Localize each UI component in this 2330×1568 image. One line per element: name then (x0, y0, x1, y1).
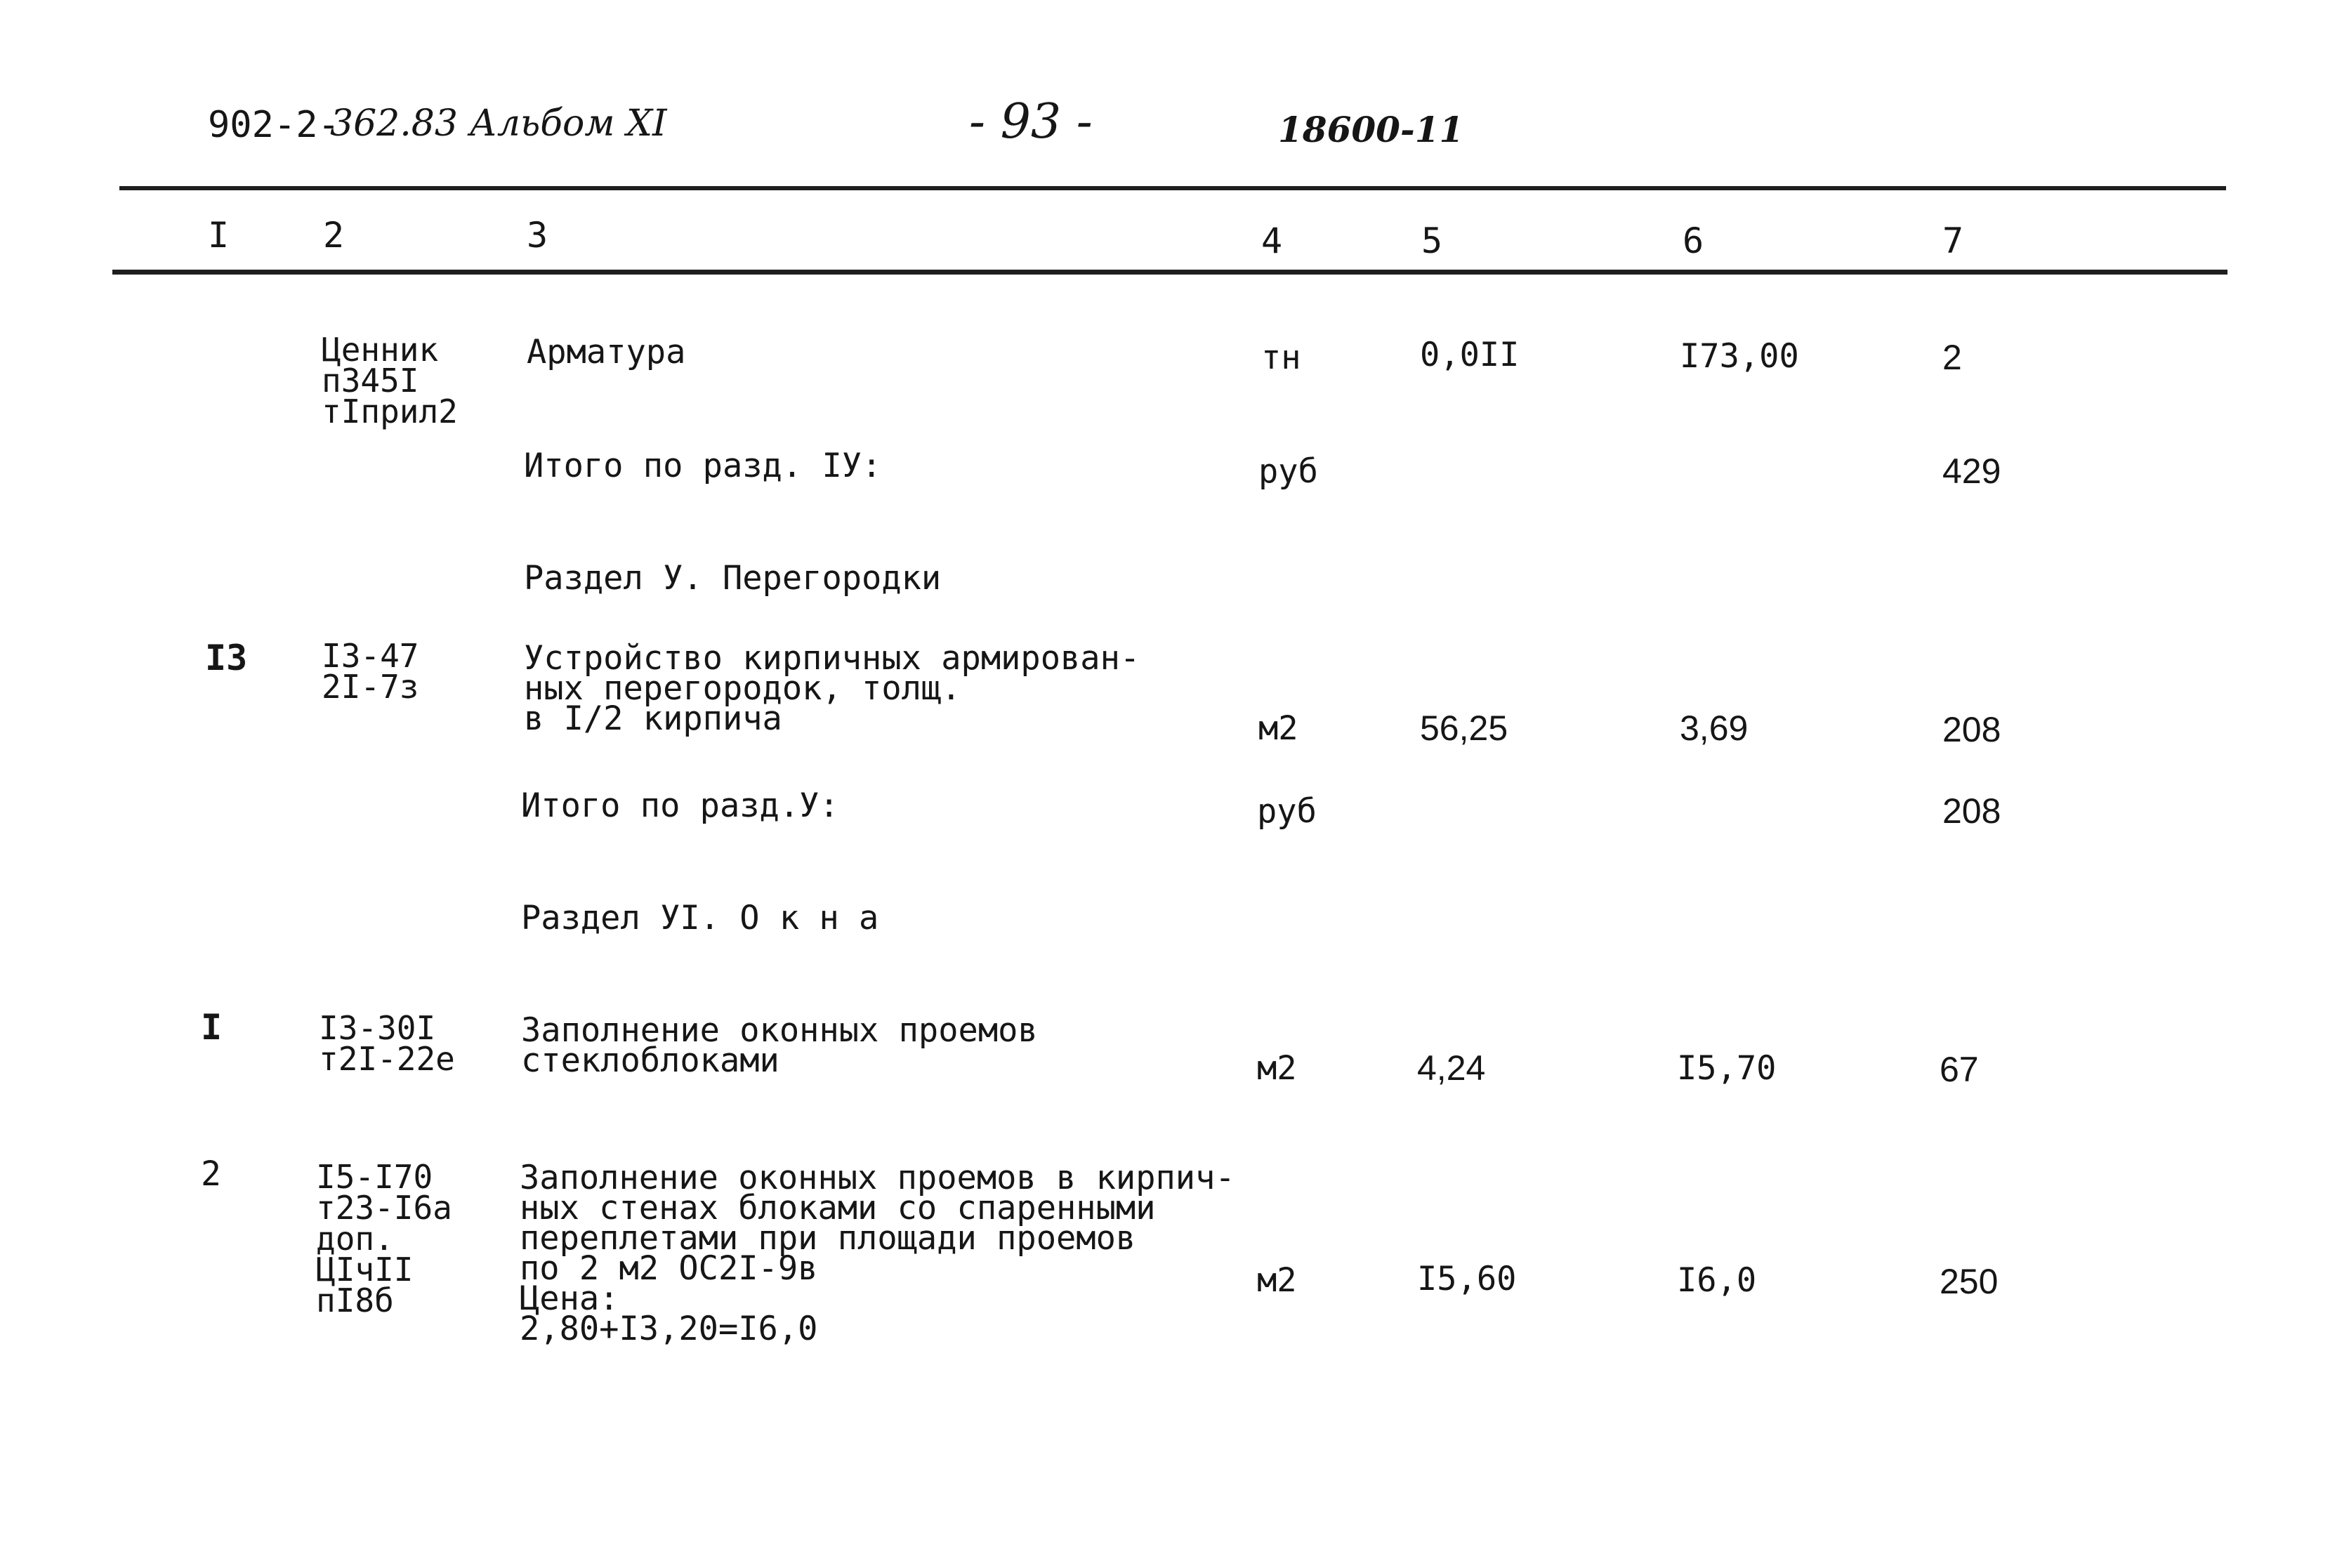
row-glass-desc: Заполнение оконных проемов стеклоблоками (521, 1011, 1038, 1080)
column-header-4: 4 (1261, 220, 1283, 261)
row-window-total: 250 (1940, 1262, 1999, 1301)
row-glass-unit: м2 (1257, 1049, 1297, 1088)
section-5-title: Раздел У. Перегородки (524, 559, 942, 598)
row-brick-desc: Устройство кирпичных армирован- ных перегородок, толщ. в I/2 кирпича (524, 639, 1140, 738)
column-header-6: 6 (1683, 220, 1704, 261)
row-glass-number: I (201, 1007, 223, 1048)
section-6-title: Раздел УI. О к н а (521, 899, 879, 937)
row-window-code: I5-I70 т23-I6а доп. ЦIчII пI8б (316, 1158, 452, 1319)
subtotal-section-4-total: 429 (1942, 452, 2001, 491)
table-header-rule (112, 270, 2227, 275)
row-window-unit: м2 (1257, 1261, 1297, 1300)
document-code-handwritten: 362.83 Альбом XI (330, 103, 667, 145)
row-brick-code: I3-47 2I-7з (322, 637, 419, 706)
row-window-number: 2 (201, 1154, 221, 1194)
column-header-2: 2 (323, 215, 345, 256)
column-header-5: 5 (1421, 220, 1443, 261)
row-armatura-qty: 0,0II (1420, 336, 1520, 374)
row-brick-qty: 56,25 (1420, 709, 1508, 748)
row-brick-unit: м2 (1258, 709, 1298, 748)
document-code: 902-2- (208, 104, 340, 146)
table-top-rule (119, 186, 2226, 190)
row-brick-total: 208 (1942, 710, 2001, 749)
row-armatura-code: Ценник п345I тIприл2 (322, 331, 458, 430)
row-armatura-total: 2 (1942, 338, 1962, 377)
column-header-1: I (208, 215, 230, 256)
column-header-3: 3 (527, 215, 548, 256)
row-glass-qty: 4,24 (1417, 1048, 1486, 1088)
column-header-7: 7 (1942, 220, 1964, 261)
page-number: - 93 - (969, 94, 1093, 150)
row-glass-total: 67 (1940, 1050, 1979, 1089)
row-armatura-price: I73,00 (1680, 337, 1799, 376)
row-window-qty: I5,60 (1417, 1260, 1517, 1298)
row-armatura-unit: тн (1261, 338, 1301, 377)
row-brick-price: 3,69 (1680, 709, 1749, 748)
subtotal-section-5-total: 208 (1942, 791, 2001, 831)
inventory-number: 18600-11 (1278, 109, 1464, 150)
subtotal-section-4-unit: руб (1258, 452, 1318, 491)
row-window-desc: Заполнение оконных проемов в кирпич- ных стенах блоками со спаренными переплетами при площади проемов по 2 м2 ОС2I-9в Цена: 2,80+I3,20=I6,0 (520, 1159, 1235, 1348)
row-glass-code: I3-30I т2I-22е (319, 1009, 455, 1078)
row-armatura-desc: Арматура (527, 333, 686, 371)
subtotal-section-4-label: Итого по разд. IУ: (524, 447, 882, 485)
row-window-price: I6,0 (1677, 1261, 1757, 1300)
row-brick-number: I3 (205, 638, 248, 678)
subtotal-section-5-unit: руб (1257, 792, 1317, 831)
row-glass-price: I5,70 (1677, 1049, 1777, 1088)
subtotal-section-5-label: Итого по разд.У: (521, 786, 839, 825)
